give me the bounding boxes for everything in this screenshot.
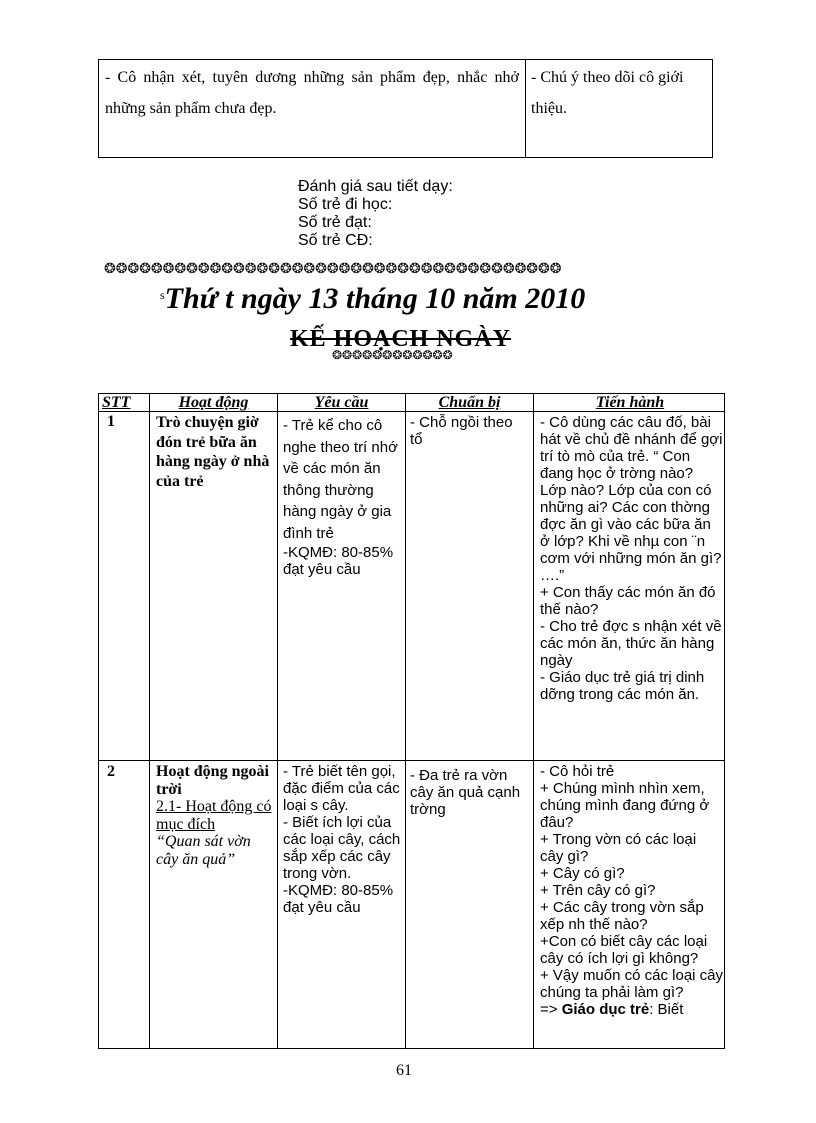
column-divider <box>405 394 406 1048</box>
procedure-paragraph: + Vậy muốn có các loại cây chúng ta phải làm gì? <box>540 967 724 1001</box>
procedure-paragraph: - Cô hỏi trẻ <box>540 763 615 780</box>
ornament-separator: ❂❂❂❂❂❂❂❂❂❂❂❂❂❂❂❂❂❂❂❂❂❂❂❂❂❂❂❂❂❂❂❂❂❂❂❂❂❂❂ <box>104 262 562 277</box>
row2-stt: 2 <box>107 763 115 780</box>
date-heading <box>160 282 680 316</box>
requirement-paragraph: - Trẻ biết tên gọi, đặc điểm của các loại s cây. <box>283 763 400 814</box>
evaluation-line: Số trẻ đạt: <box>298 214 372 231</box>
requirement-paragraph: -KQMĐ: 80-85% đạt yêu cầu <box>283 882 394 916</box>
procedure-paragraph: + Chúng mình nhìn xem, chúng mình đang đứng ở đâu? <box>540 780 710 831</box>
procedure-paragraph: + Trong vờn có các loại cây gì? <box>540 831 697 865</box>
row2-activity-title: Hoạt động ngoài trời <box>156 763 269 798</box>
row2-activity-sub: 2.1- Hoạt động có mục đích <box>156 798 272 833</box>
plan-table <box>98 393 725 1049</box>
column-divider <box>149 394 150 1048</box>
row2-requirement <box>283 763 401 916</box>
plan-title: KẾ HOẠCH NGÀY <box>290 326 512 352</box>
row1-requirement-text: - Trẻ kể cho cô nghe theo trí nhớ về các món ăn thông thường hàng ngày ở gia đình trẻ <box>283 417 398 542</box>
top-table-right-cell: - Chú ý theo dõi cô giới thiệu. <box>531 69 684 117</box>
column-divider <box>533 394 534 1048</box>
row2-procedure <box>540 763 723 1018</box>
evaluation-line: Số trẻ đi học: <box>298 196 393 213</box>
procedure-last-prefix: => <box>540 1001 562 1018</box>
header-row-divider <box>99 411 724 412</box>
ornament-sub-separator: ❂❂❂❂❂❂❂❂❂❂❂❂ <box>332 348 453 362</box>
top-table <box>98 59 713 158</box>
top-table-left-cell: - Cô nhận xét, tuyên dương những sản phẩm đẹp, nhắc nhở những sản phẩm chưa đẹp. <box>105 69 519 117</box>
header-requirement: Yêu cầu <box>314 394 369 411</box>
row1-preparation: - Chỗ ngồi theo tổ <box>410 414 513 448</box>
header-activity: Hoạt động <box>178 394 249 411</box>
evaluation-line: Đánh giá sau tiết dạy: <box>298 178 453 195</box>
procedure-paragraph: - Cô dùng các câu đố, bài hát về chủ đề nhánh để gợi trí tò mò của trẻ. “ Con đang học ở trờng nào? Lớp nào? Lớp của con có những ai? Các con thờng đợc ăn gì vào các bữa ăn ở lớp? Khi về nhµ con ¨n cơm với những món ăn gì? ….” <box>540 414 723 584</box>
table-divider <box>525 60 526 157</box>
procedure-last-line <box>540 1001 723 1018</box>
column-divider <box>277 394 278 1048</box>
row1-requirement-kqmd: -KQMĐ: 80-85% đạt yêu cầu <box>283 544 394 578</box>
procedure-paragraph: + Con thấy các món ăn đó thế nào? <box>540 584 716 618</box>
row2-preparation: - Đa trẻ ra vờn cây ăn quả cạnh trờng <box>410 767 521 818</box>
procedure-paragraph: +Con có biết cây các loại cây có ích lợi gì không? <box>540 933 708 967</box>
row2-activity <box>156 763 274 868</box>
row1-stt: 1 <box>107 413 115 430</box>
evaluation-block <box>298 178 453 250</box>
row1-procedure <box>540 414 723 703</box>
row1-activity: Trò chuyện giờ đón trẻ bữa ăn hàng ngày ở nhà của trẻ <box>156 414 270 490</box>
row-divider <box>99 760 724 761</box>
header-preparation: Chuẩn bị <box>438 394 501 411</box>
page-number: 61 <box>396 1062 412 1079</box>
procedure-paragraph: + Các cây trong vờn sắp xếp nh thế nào? <box>540 899 704 933</box>
procedure-paragraph: + Cây có gì? <box>540 865 625 882</box>
date-heading-text: Thứ t ngày 13 tháng 10 năm 2010 <box>164 282 586 315</box>
row2-activity-topic: “Quan sát vờn cây ăn quả” <box>156 833 251 868</box>
procedure-last-bold: Giáo dục trẻ <box>561 1001 650 1018</box>
row1-requirement <box>283 415 401 578</box>
procedure-paragraph: - Giáo dục trẻ giá trị dinh dỡng trong các món ăn. <box>540 669 705 703</box>
procedure-paragraph: + Trên cây có gì? <box>540 882 656 899</box>
date-heading-mark: s <box>160 288 165 302</box>
procedure-last-rest: : Biết <box>649 1001 684 1018</box>
header-procedure: Tiến hành <box>595 394 665 411</box>
requirement-paragraph: - Biết ích lợi của các loại cây, cách sắp xếp các cây trong vờn. <box>283 814 401 882</box>
procedure-paragraph: - Cho trẻ đợc s nhận xét về các món ăn, thức ăn hàng ngày <box>540 618 722 669</box>
evaluation-line: Số trẻ CĐ: <box>298 232 373 249</box>
header-stt: STT <box>102 394 131 411</box>
